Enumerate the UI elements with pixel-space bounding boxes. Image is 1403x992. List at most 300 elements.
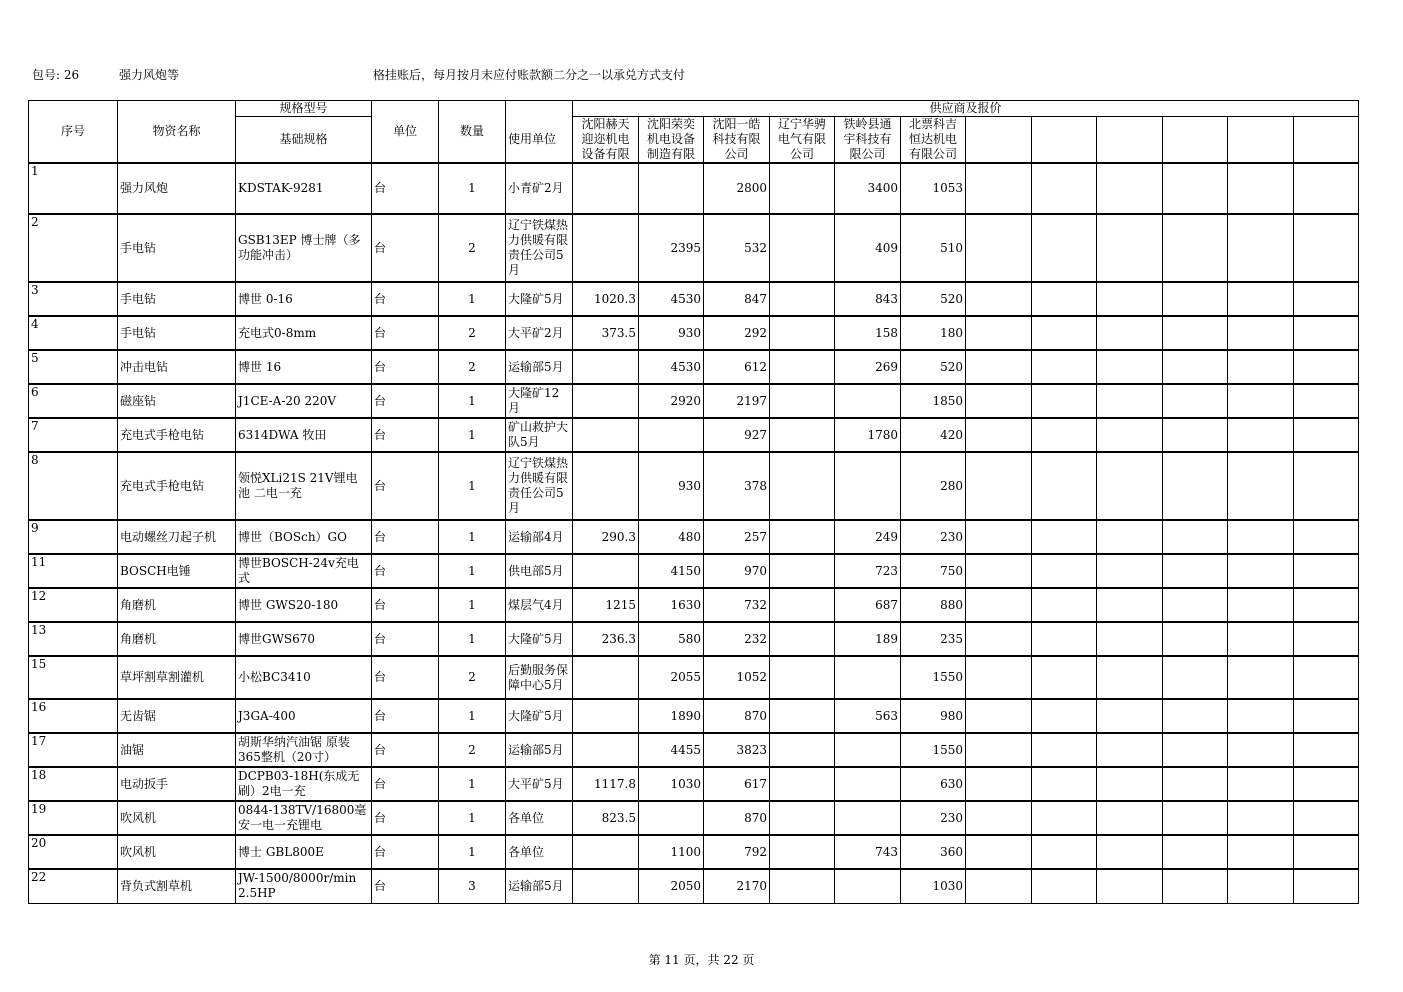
price-cell <box>1228 282 1294 316</box>
row-qty: 1 <box>439 282 506 316</box>
row-seq: 4 <box>29 316 118 350</box>
price-cell <box>966 622 1032 656</box>
price-cell: 1020.3 <box>573 282 639 316</box>
price-cell <box>1228 452 1294 520</box>
price-cell: 4150 <box>639 554 704 588</box>
price-cell: 2170 <box>704 869 770 903</box>
price-cell <box>770 384 835 418</box>
price-cell: 480 <box>639 520 704 554</box>
price-cell <box>966 452 1032 520</box>
row-user: 大隆矿5月 <box>506 622 573 656</box>
row-seq: 9 <box>29 520 118 554</box>
row-unit: 台 <box>372 656 439 699</box>
price-cell <box>639 801 704 835</box>
price-cell: 409 <box>835 214 901 282</box>
table-row <box>29 350 1359 384</box>
table-row <box>29 554 1359 588</box>
row-qty: 1 <box>439 767 506 801</box>
price-cell <box>1097 588 1163 622</box>
price-cell <box>966 733 1032 767</box>
price-cell: 1630 <box>639 588 704 622</box>
price-cell: 373.5 <box>573 316 639 350</box>
price-cell <box>1163 588 1228 622</box>
price-cell <box>1294 554 1359 588</box>
price-cell: 510 <box>901 214 966 282</box>
price-cell <box>770 622 835 656</box>
price-cell <box>770 282 835 316</box>
price-cell <box>1228 316 1294 350</box>
price-cell <box>1032 282 1097 316</box>
price-cell <box>770 835 835 869</box>
supplier-header: 沈阳荣奕 机电设备 制造有限 <box>639 117 704 164</box>
price-cell <box>1228 733 1294 767</box>
price-cell <box>1294 656 1359 699</box>
price-cell <box>1294 384 1359 418</box>
price-cell <box>1163 384 1228 418</box>
row-qty: 2 <box>439 350 506 384</box>
row-spec: DCPB03-18H(东成无刷）2电一充 <box>236 767 372 801</box>
price-cell <box>1032 588 1097 622</box>
package-name: 强力风炮等 <box>119 68 180 82</box>
price-cell <box>1097 554 1163 588</box>
price-cell <box>1097 163 1163 214</box>
price-cell <box>1294 316 1359 350</box>
row-unit: 台 <box>372 733 439 767</box>
price-cell: 792 <box>704 835 770 869</box>
price-cell <box>1097 214 1163 282</box>
table-row <box>29 656 1359 699</box>
row-user: 小青矿2月 <box>506 163 573 214</box>
price-cell: 1100 <box>639 835 704 869</box>
row-name: 强力风炮 <box>118 163 236 214</box>
price-cell: 2920 <box>639 384 704 418</box>
price-cell: 843 <box>835 282 901 316</box>
price-cell <box>1228 418 1294 452</box>
price-cell <box>1228 554 1294 588</box>
row-seq: 18 <box>29 767 118 801</box>
price-cell <box>1097 699 1163 733</box>
row-qty: 1 <box>439 452 506 520</box>
price-cell <box>966 835 1032 869</box>
row-name: 充电式手枪电钻 <box>118 452 236 520</box>
price-cell <box>835 656 901 699</box>
row-qty: 3 <box>439 869 506 903</box>
row-unit: 台 <box>372 835 439 869</box>
row-seq: 17 <box>29 733 118 767</box>
row-seq: 8 <box>29 452 118 520</box>
table-row <box>29 699 1359 733</box>
price-cell: 3823 <box>704 733 770 767</box>
price-cell <box>966 699 1032 733</box>
price-cell <box>966 801 1032 835</box>
col-header-name: 物资名称 <box>118 101 236 164</box>
row-unit: 台 <box>372 214 439 282</box>
price-cell <box>1294 452 1359 520</box>
col-header-spec-group: 规格型号 <box>236 101 372 117</box>
price-cell <box>1097 656 1163 699</box>
table-row <box>29 767 1359 801</box>
table-row <box>29 835 1359 869</box>
price-cell: 1052 <box>704 656 770 699</box>
price-cell <box>1228 767 1294 801</box>
quotation-table <box>28 100 1359 904</box>
row-qty: 2 <box>439 656 506 699</box>
row-spec: JW-1500/8000r/min 2.5HP <box>236 869 372 903</box>
price-cell <box>1294 733 1359 767</box>
price-cell: 1850 <box>901 384 966 418</box>
price-cell <box>1163 418 1228 452</box>
price-cell <box>1163 767 1228 801</box>
price-cell <box>835 384 901 418</box>
price-cell <box>1032 733 1097 767</box>
price-cell: 1780 <box>835 418 901 452</box>
price-cell <box>835 869 901 903</box>
price-cell: 630 <box>901 767 966 801</box>
table-row <box>29 214 1359 282</box>
price-cell: 158 <box>835 316 901 350</box>
row-name: BOSCH电锤 <box>118 554 236 588</box>
col-header-qty: 数量 <box>439 101 506 164</box>
price-cell: 4455 <box>639 733 704 767</box>
price-cell <box>1032 835 1097 869</box>
row-qty: 1 <box>439 163 506 214</box>
price-cell <box>573 835 639 869</box>
price-cell <box>770 733 835 767</box>
price-cell <box>1228 214 1294 282</box>
price-cell: 292 <box>704 316 770 350</box>
row-unit: 台 <box>372 699 439 733</box>
row-seq: 11 <box>29 554 118 588</box>
price-cell: 520 <box>901 282 966 316</box>
row-name: 手电钻 <box>118 316 236 350</box>
price-cell: 189 <box>835 622 901 656</box>
price-cell <box>1228 699 1294 733</box>
price-cell: 269 <box>835 350 901 384</box>
price-cell <box>835 452 901 520</box>
price-cell <box>1097 282 1163 316</box>
row-seq: 22 <box>29 869 118 903</box>
row-spec: J3GA-400 <box>236 699 372 733</box>
price-cell <box>573 163 639 214</box>
row-name: 吹风机 <box>118 801 236 835</box>
price-cell <box>1294 767 1359 801</box>
price-cell <box>639 418 704 452</box>
price-cell: 2800 <box>704 163 770 214</box>
row-spec: 领悦XLi21S 21V锂电池 二电一充 <box>236 452 372 520</box>
price-cell <box>1294 801 1359 835</box>
row-name: 磁座钻 <box>118 384 236 418</box>
row-spec: J1CE-A-20 220V <box>236 384 372 418</box>
price-cell <box>966 588 1032 622</box>
price-cell: 180 <box>901 316 966 350</box>
row-qty: 2 <box>439 316 506 350</box>
price-cell <box>1032 163 1097 214</box>
price-cell <box>1163 214 1228 282</box>
row-seq: 3 <box>29 282 118 316</box>
price-cell <box>1032 418 1097 452</box>
price-cell <box>573 214 639 282</box>
row-user: 大平矿5月 <box>506 767 573 801</box>
price-cell <box>573 452 639 520</box>
price-cell: 563 <box>835 699 901 733</box>
row-name: 手电钻 <box>118 214 236 282</box>
row-spec: 充电式0-8mm <box>236 316 372 350</box>
price-cell: 930 <box>639 316 704 350</box>
row-unit: 台 <box>372 282 439 316</box>
row-qty: 1 <box>439 554 506 588</box>
price-cell <box>770 588 835 622</box>
price-cell: 235 <box>901 622 966 656</box>
row-name: 手电钻 <box>118 282 236 316</box>
price-cell <box>1032 554 1097 588</box>
price-cell: 520 <box>901 350 966 384</box>
price-cell <box>1032 316 1097 350</box>
row-spec: GSB13EP 博士牌（多功能冲击） <box>236 214 372 282</box>
price-cell <box>770 656 835 699</box>
table-row <box>29 622 1359 656</box>
price-cell <box>1294 418 1359 452</box>
col-header-spec: 基础规格 <box>236 117 372 164</box>
price-cell: 280 <box>901 452 966 520</box>
price-cell: 880 <box>901 588 966 622</box>
price-cell <box>573 733 639 767</box>
price-cell: 743 <box>835 835 901 869</box>
price-cell: 750 <box>901 554 966 588</box>
price-cell <box>1228 588 1294 622</box>
price-cell <box>770 418 835 452</box>
price-cell <box>573 554 639 588</box>
row-spec: 小松BC3410 <box>236 656 372 699</box>
row-user: 辽宁铁煤热力供暖有限责任公司5月 <box>506 214 573 282</box>
price-cell <box>1294 622 1359 656</box>
row-seq: 2 <box>29 214 118 282</box>
row-user: 各单位 <box>506 801 573 835</box>
price-cell: 823.5 <box>573 801 639 835</box>
price-cell: 970 <box>704 554 770 588</box>
supplier-header <box>1032 117 1097 164</box>
price-cell: 360 <box>901 835 966 869</box>
row-seq: 15 <box>29 656 118 699</box>
row-qty: 2 <box>439 214 506 282</box>
supplier-header <box>1294 117 1359 164</box>
price-cell <box>835 801 901 835</box>
price-cell <box>1163 520 1228 554</box>
row-seq: 19 <box>29 801 118 835</box>
price-cell <box>1032 656 1097 699</box>
row-unit: 台 <box>372 801 439 835</box>
row-unit: 台 <box>372 554 439 588</box>
price-cell: 930 <box>639 452 704 520</box>
row-name: 草坪割草割灌机 <box>118 656 236 699</box>
row-user: 煤层气4月 <box>506 588 573 622</box>
price-cell <box>1228 835 1294 869</box>
col-header-seq: 序号 <box>29 101 118 164</box>
row-spec: KDSTAK-9281 <box>236 163 372 214</box>
price-cell <box>1163 869 1228 903</box>
row-name: 冲击电钻 <box>118 350 236 384</box>
row-unit: 台 <box>372 316 439 350</box>
price-cell: 687 <box>835 588 901 622</box>
price-cell <box>966 163 1032 214</box>
price-cell <box>1032 767 1097 801</box>
row-user: 矿山救护大队5月 <box>506 418 573 452</box>
row-name: 充电式手枪电钻 <box>118 418 236 452</box>
price-cell <box>770 869 835 903</box>
price-cell: 580 <box>639 622 704 656</box>
row-spec: 6314DWA 牧田 <box>236 418 372 452</box>
price-cell: 232 <box>704 622 770 656</box>
price-cell <box>1228 656 1294 699</box>
price-cell: 1030 <box>901 869 966 903</box>
price-cell <box>966 282 1032 316</box>
price-cell: 927 <box>704 418 770 452</box>
price-cell <box>966 316 1032 350</box>
row-qty: 1 <box>439 699 506 733</box>
price-cell <box>1294 588 1359 622</box>
price-cell <box>1294 350 1359 384</box>
supplier-header: 沈阳一皓 科技有限 公司 <box>704 117 770 164</box>
price-cell <box>1163 801 1228 835</box>
price-cell <box>1163 656 1228 699</box>
price-cell: 2055 <box>639 656 704 699</box>
price-cell: 290.3 <box>573 520 639 554</box>
price-cell <box>770 452 835 520</box>
price-cell <box>1097 767 1163 801</box>
price-cell <box>835 733 901 767</box>
price-cell: 230 <box>901 801 966 835</box>
row-seq: 6 <box>29 384 118 418</box>
price-cell <box>1228 163 1294 214</box>
row-user: 大隆矿5月 <box>506 699 573 733</box>
row-unit: 台 <box>372 350 439 384</box>
price-cell <box>1294 163 1359 214</box>
price-cell: 1215 <box>573 588 639 622</box>
price-cell <box>1294 520 1359 554</box>
price-cell <box>1097 384 1163 418</box>
price-cell <box>1294 835 1359 869</box>
price-cell: 532 <box>704 214 770 282</box>
price-cell: 617 <box>704 767 770 801</box>
col-header-suppliers: 供应商及报价 <box>573 101 1359 117</box>
table-row <box>29 316 1359 350</box>
price-cell <box>573 656 639 699</box>
row-spec: 博世（BOSch）GO <box>236 520 372 554</box>
row-seq: 5 <box>29 350 118 384</box>
row-user: 运输部5月 <box>506 733 573 767</box>
row-unit: 台 <box>372 384 439 418</box>
price-cell: 723 <box>835 554 901 588</box>
row-spec: 博世 0-16 <box>236 282 372 316</box>
row-spec: 0844-138TV/16800毫安一电一充锂电 <box>236 801 372 835</box>
row-name: 油锯 <box>118 733 236 767</box>
price-cell <box>770 350 835 384</box>
price-cell <box>770 554 835 588</box>
price-cell: 732 <box>704 588 770 622</box>
price-cell <box>770 767 835 801</box>
price-cell <box>1294 699 1359 733</box>
row-unit: 台 <box>372 418 439 452</box>
row-name: 吹风机 <box>118 835 236 869</box>
price-cell <box>1032 869 1097 903</box>
supplier-header: 北票科吉 恒达机电 有限公司 <box>901 117 966 164</box>
row-qty: 1 <box>439 588 506 622</box>
price-cell: 870 <box>704 699 770 733</box>
price-cell <box>835 767 901 801</box>
supplier-header: 沈阳赫天 迎迩机电 设备有限 <box>573 117 639 164</box>
price-cell: 4530 <box>639 350 704 384</box>
table-row <box>29 801 1359 835</box>
price-cell: 1550 <box>901 733 966 767</box>
supplier-header: 铁岭县通 宇科技有 限公司 <box>835 117 901 164</box>
row-name: 背负式割草机 <box>118 869 236 903</box>
price-cell <box>1032 214 1097 282</box>
price-cell: 1053 <box>901 163 966 214</box>
row-seq: 7 <box>29 418 118 452</box>
price-cell <box>1032 520 1097 554</box>
price-cell <box>1097 520 1163 554</box>
row-user: 运输部5月 <box>506 869 573 903</box>
price-cell <box>966 384 1032 418</box>
price-cell <box>1097 733 1163 767</box>
row-user: 大平矿2月 <box>506 316 573 350</box>
row-seq: 20 <box>29 835 118 869</box>
row-unit: 台 <box>372 452 439 520</box>
col-header-user: 使用单位 <box>506 117 573 164</box>
price-cell <box>1228 520 1294 554</box>
price-cell <box>1097 418 1163 452</box>
price-cell <box>1032 699 1097 733</box>
row-name: 角磨机 <box>118 622 236 656</box>
row-qty: 2 <box>439 733 506 767</box>
row-user: 各单位 <box>506 835 573 869</box>
price-cell: 4530 <box>639 282 704 316</box>
supplier-header <box>1097 117 1163 164</box>
supplier-header <box>1228 117 1294 164</box>
row-name: 角磨机 <box>118 588 236 622</box>
row-spec: 胡斯华纳汽油锯 原装365整机（20寸） <box>236 733 372 767</box>
price-cell <box>1163 350 1228 384</box>
row-seq: 13 <box>29 622 118 656</box>
price-cell <box>1163 316 1228 350</box>
row-unit: 台 <box>372 869 439 903</box>
price-cell: 1890 <box>639 699 704 733</box>
row-seq: 16 <box>29 699 118 733</box>
price-cell <box>1228 801 1294 835</box>
row-name: 电动螺丝刀起子机 <box>118 520 236 554</box>
price-cell: 1030 <box>639 767 704 801</box>
row-seq: 12 <box>29 588 118 622</box>
price-cell <box>573 869 639 903</box>
supplier-header <box>1163 117 1228 164</box>
row-user: 大隆矿12月 <box>506 384 573 418</box>
payment-terms: 格挂账后，每月按月末应付账款额二分之一以承兑方式支付 <box>373 68 686 82</box>
price-cell <box>1097 622 1163 656</box>
price-cell <box>1228 869 1294 903</box>
row-unit: 台 <box>372 588 439 622</box>
price-cell <box>1163 452 1228 520</box>
price-cell: 980 <box>901 699 966 733</box>
price-cell: 2050 <box>639 869 704 903</box>
row-unit: 台 <box>372 622 439 656</box>
row-spec: 博世BOSCH-24v充电式 <box>236 554 372 588</box>
price-cell <box>966 554 1032 588</box>
price-cell <box>1163 699 1228 733</box>
price-cell: 847 <box>704 282 770 316</box>
row-name: 无齿锯 <box>118 699 236 733</box>
price-cell: 1550 <box>901 656 966 699</box>
price-cell <box>1163 554 1228 588</box>
price-cell: 3400 <box>835 163 901 214</box>
